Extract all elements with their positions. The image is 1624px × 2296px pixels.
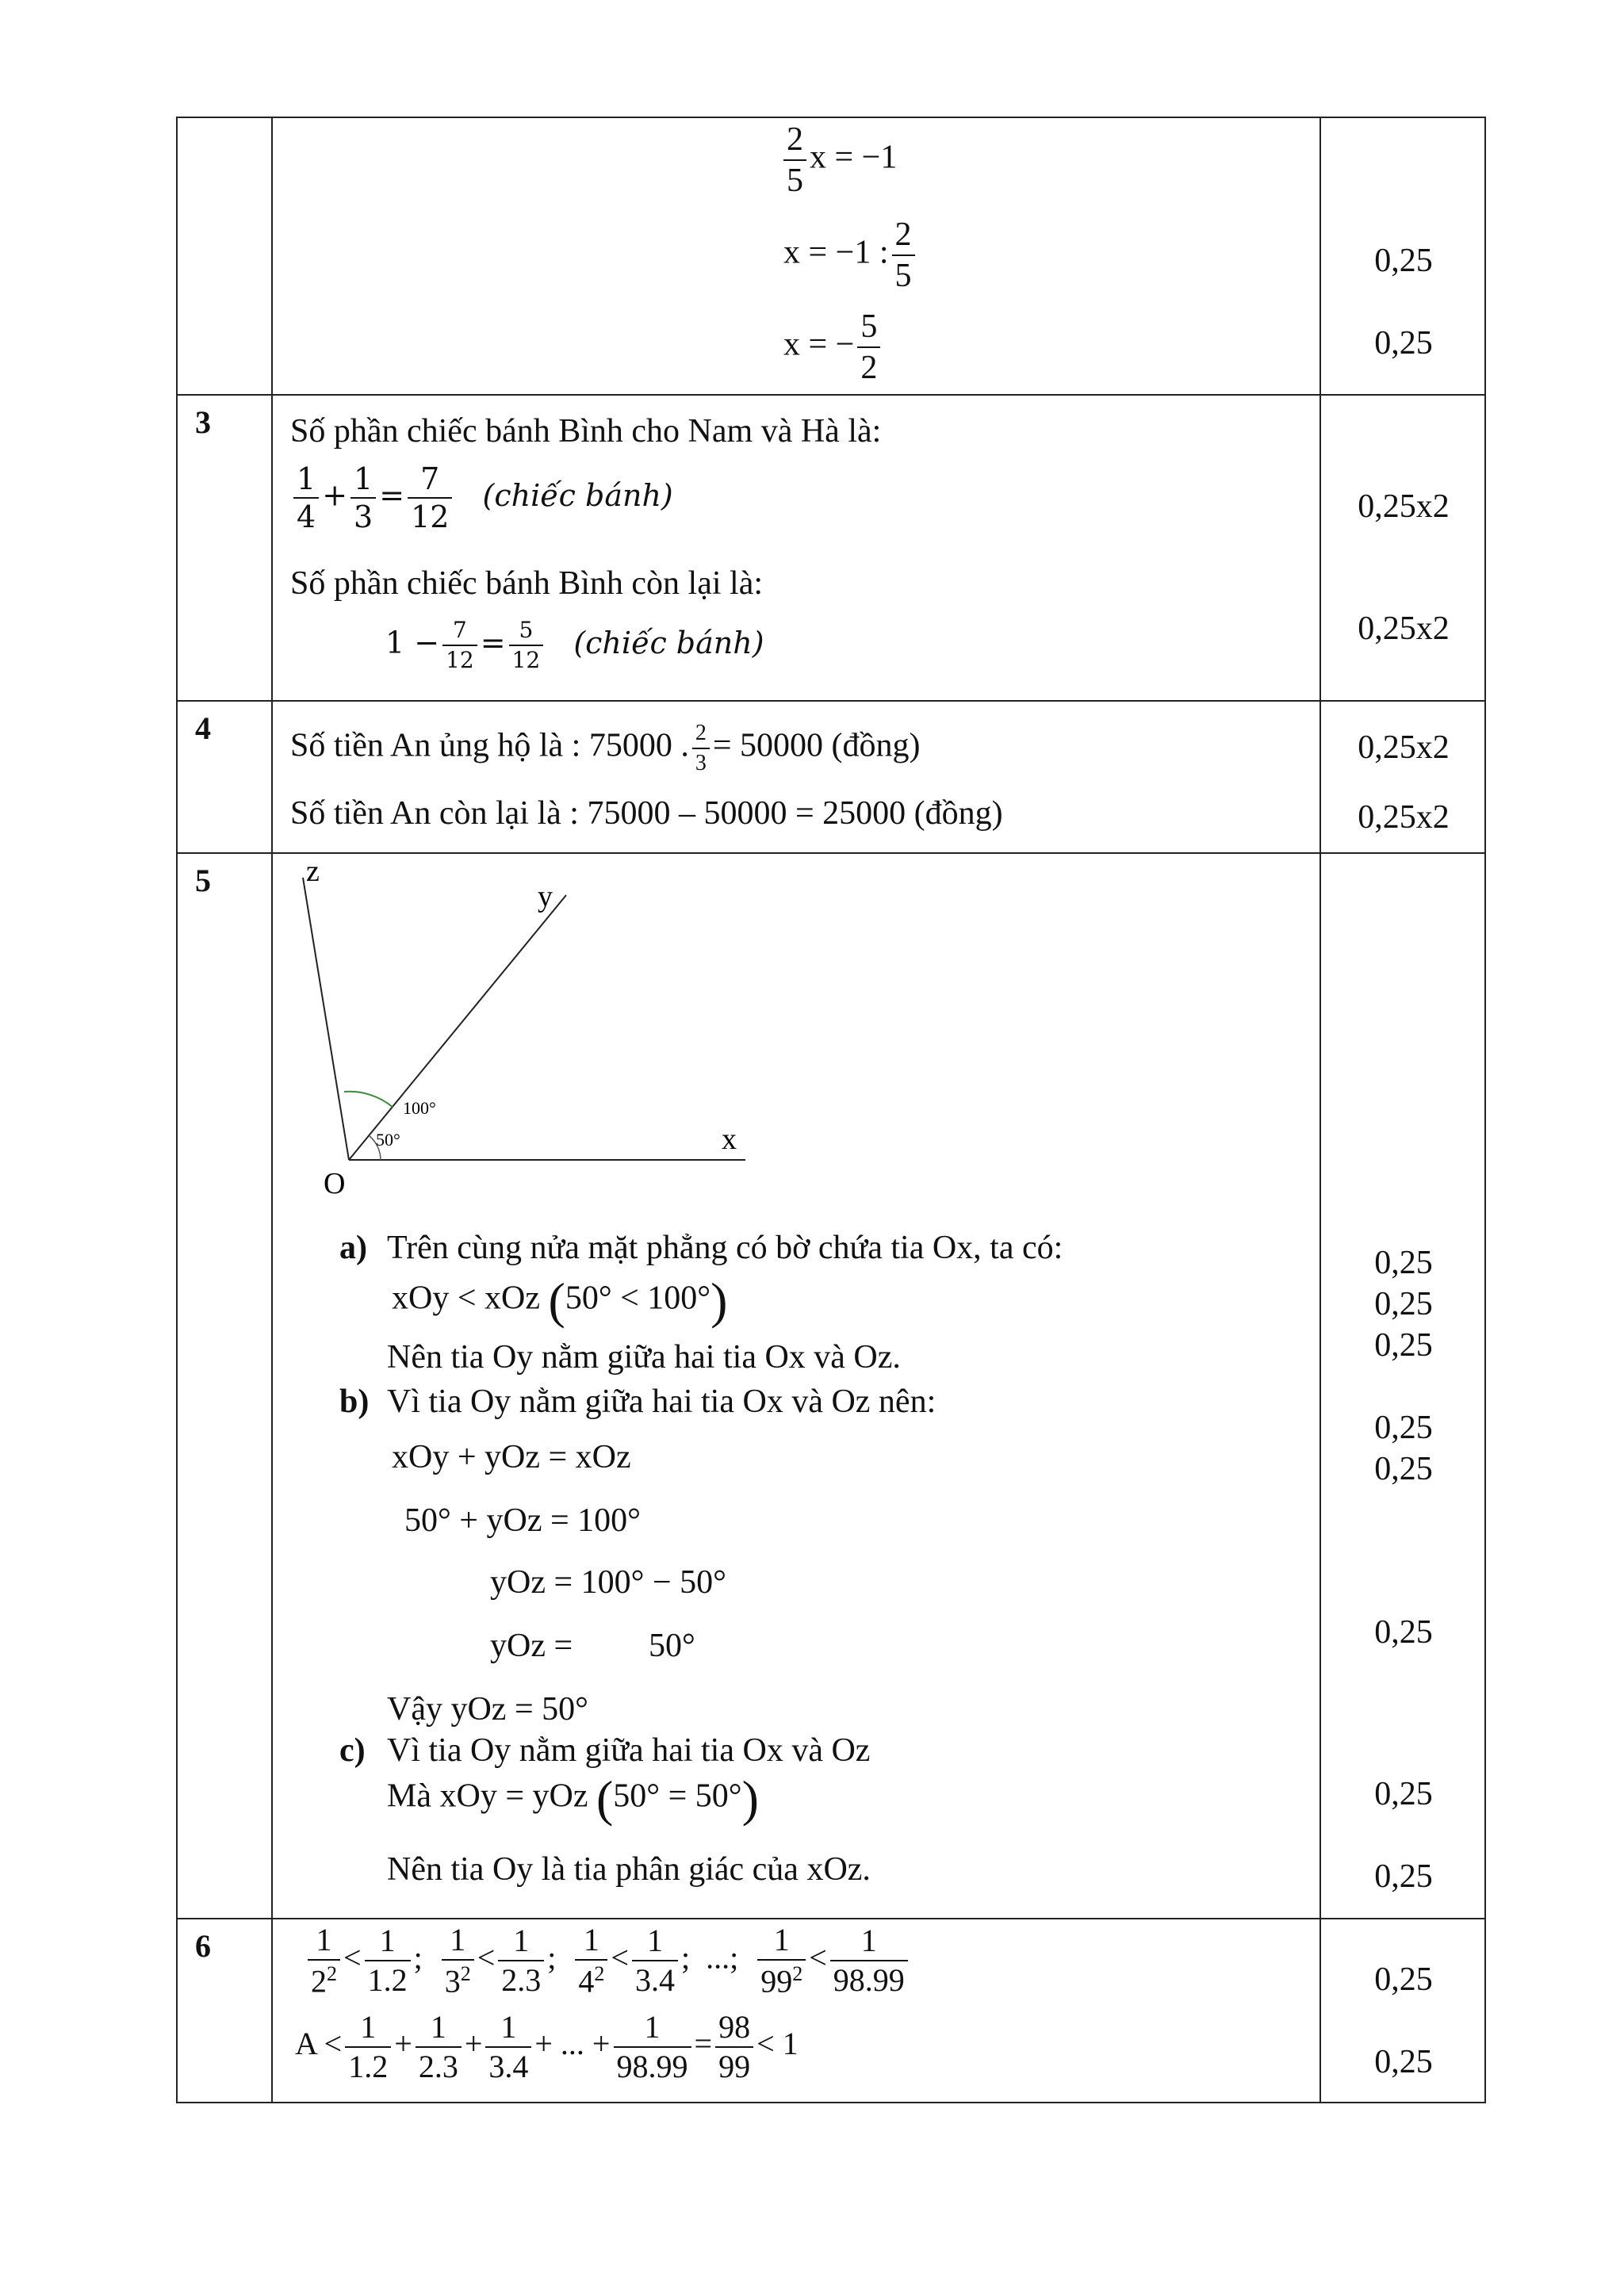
question-number: 6 [195, 1928, 211, 1964]
score-cell [1320, 395, 1485, 701]
score: 0,25x2 [1358, 610, 1450, 647]
question-number: 5 [195, 863, 211, 898]
equation-line: xOy + yOz = xOz [392, 1439, 631, 1475]
table-row [177, 701, 1485, 853]
part-label: b) [339, 1383, 370, 1420]
equation-line: yOz = [490, 1628, 573, 1664]
table-row [177, 117, 1485, 395]
score: 0,25 [1374, 1776, 1433, 1812]
solution-cell [272, 395, 1320, 701]
angle-label-50: 50° [376, 1130, 400, 1150]
inequality-chain: $\frac{1}{2^2}$ < $\frac{1}{1.2}$ ; $\frac{1}{3^2}$ < $\frac{1}{2.3}$ ; $\frac{1}{4^2}$ < $\frac{1}{3.4}$ ; ...; $\frac{1}{99^2}$ < $\frac{1}{98.99}$ [304, 1924, 911, 1997]
angle-arc-100 [344, 1092, 393, 1108]
equation-line: 50° + yOz = 100° [404, 1502, 641, 1539]
question-number-cell [177, 853, 272, 1919]
score: 0,25x2 [1358, 488, 1450, 525]
part-label: c) [339, 1732, 366, 1769]
equation-line: x = − $\frac{5}{2}$ [783, 310, 883, 385]
text-line: Vì tia Oy nằm giữa hai tia Ox và Oz [387, 1732, 871, 1769]
table-row [177, 1919, 1485, 2103]
solution-cell [272, 701, 1320, 853]
label-x: x [722, 1123, 737, 1156]
label-y: y [538, 880, 553, 913]
ray-oz [303, 878, 349, 1160]
answer-table [176, 117, 1486, 2103]
equation-line: 1 − $\frac{7}{12}$ = $\frac{5}{12}$ (chiếc bánh) [385, 617, 764, 673]
ray-oy [349, 895, 566, 1160]
sum-inequality: A < $\frac{1}{1.2}$ + $\frac{1}{2.3}$ + $\frac{1}{3.4}$ + ... + $\frac{1}{98.99}$ = $\frac{98}{99}$ < 1 [295, 2009, 799, 2084]
score-cell [1320, 853, 1485, 1919]
equation-line: Mà xOy = yOz (50° = 50°) [387, 1770, 759, 1827]
text-line: Vậy yOz = 50° [387, 1691, 588, 1728]
equation-line: x = −1 : $\frac{2}{5}$ [783, 218, 918, 293]
score: 0,25 [1374, 1961, 1433, 1998]
score: 0,25x2 [1358, 799, 1450, 836]
text-line: Vì tia Oy nằm giữa hai tia Ox và Oz nên: [387, 1383, 936, 1420]
score: 0,25 [1374, 2044, 1433, 2080]
score: 0,25x2 [1358, 729, 1450, 766]
question-number-cell [177, 395, 272, 701]
equation-value: 50° [649, 1628, 695, 1664]
score-cell [1320, 701, 1485, 853]
solution-cell [272, 117, 1320, 395]
score: 0,25 [1374, 243, 1433, 279]
question-number-cell [177, 1919, 272, 2103]
angle-label-100: 100° [403, 1098, 436, 1118]
text-line: Trên cùng nửa mặt phẳng có bờ chứa tia Ox, ta có: [387, 1230, 1063, 1266]
angle-figure [273, 854, 764, 1211]
equation-line: $\frac{1}{4}$ + $\frac{1}{3}$ = $\frac{7}{12}$ (chiếc bánh) [290, 464, 673, 532]
part-label: a) [339, 1230, 367, 1266]
equation-line: yOz = 100° − 50° [490, 1564, 726, 1601]
score: 0,25 [1374, 1327, 1433, 1364]
question-number: 3 [195, 404, 211, 440]
score: 0,25 [1374, 325, 1433, 362]
score-cell [1320, 1919, 1485, 2103]
score: 0,25 [1374, 1245, 1433, 1281]
text-line: Nên tia Oy nằm giữa hai tia Ox và Oz. [387, 1339, 901, 1376]
question-number-cell [177, 117, 272, 395]
score: 0,25 [1374, 1410, 1433, 1446]
solution-cell [272, 853, 1320, 1919]
text-line: Nên tia Oy là tia phân giác của xOz. [387, 1851, 871, 1888]
text-line: Số phần chiếc bánh Bình còn lại là: [290, 565, 764, 602]
equation-line: $\frac{2}{5}$ x = −1 [780, 123, 897, 197]
text-line: Số tiền An còn lại là : 75000 – 50000 = 25000 (đồng) [290, 795, 1003, 832]
solution-cell [272, 1919, 1320, 2103]
score: 0,25 [1374, 1451, 1433, 1487]
question-number: 4 [195, 710, 211, 746]
label-o: O [324, 1167, 346, 1200]
equation-line: xOy < xOz (50° < 100°) [392, 1272, 728, 1329]
text-line: Số tiền An ủng hộ là : 75000 . $\frac{2}{3}$ = 50000 (đồng) [290, 721, 921, 775]
label-z: z [306, 855, 320, 888]
score: 0,25 [1374, 1614, 1433, 1651]
table-row [177, 853, 1485, 1919]
table-row [177, 395, 1485, 701]
score-cell [1320, 117, 1485, 395]
text-line: Số phần chiếc bánh Bình cho Nam và Hà là: [290, 413, 882, 450]
question-number-cell [177, 701, 272, 853]
score: 0,25 [1374, 1286, 1433, 1322]
score: 0,25 [1374, 1858, 1433, 1895]
